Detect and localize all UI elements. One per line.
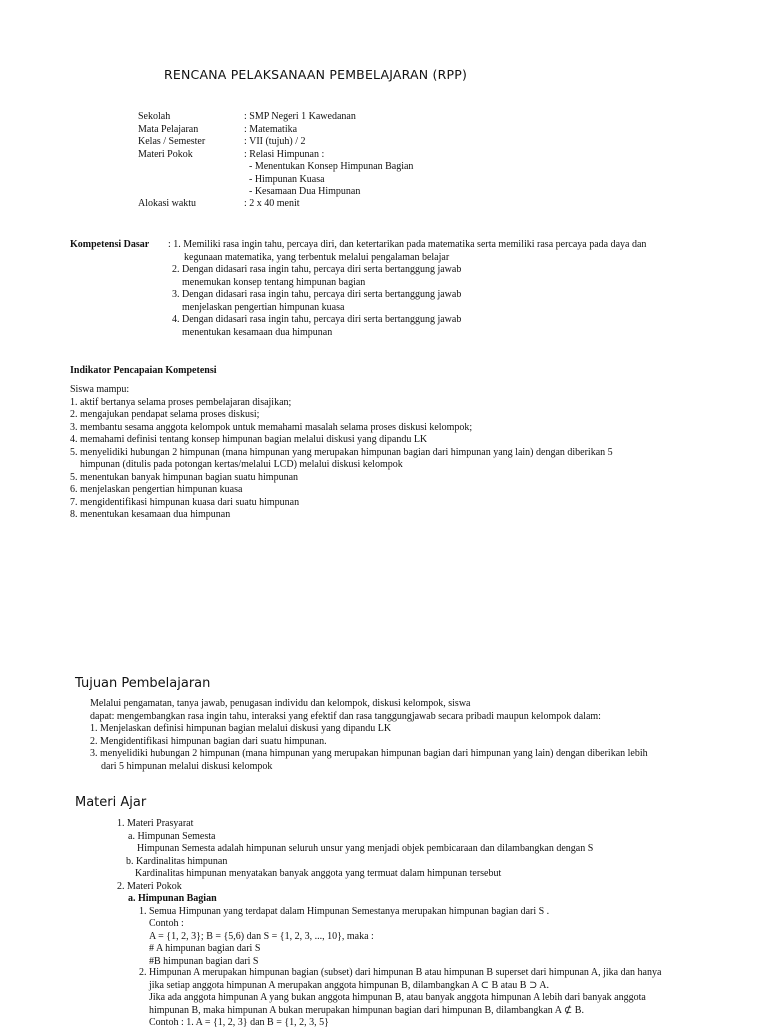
info-label: Mata Pelajaran — [138, 123, 199, 135]
info-label: Kelas / Semester — [138, 136, 206, 147]
kompetensi-line: kegunaan matematika, yang terbentuk melalui pengalaman belajar — [184, 251, 450, 263]
indikator-item: 6. menjelaskan pengertian himpunan kuasa — [70, 484, 243, 495]
materi-subheading: a. Himpunan Bagian — [128, 893, 217, 904]
tujuan-line: 1. Menjelaskan definisi himpunan bagian melalui diskusi yang dipandu LK — [90, 723, 392, 734]
info-label: Alokasi waktu — [138, 197, 197, 209]
materi-line: a. Himpunan Semesta — [128, 830, 216, 842]
materi-line: b. Kardinalitas himpunan — [126, 855, 228, 867]
materi-line: jika setiap anggota himpunan A merupakan anggota himpunan B, dilambangkan A ⊂ B atau B ⊃ A. — [149, 979, 550, 991]
document-title: RENCANA PELAKSANAAN PEMBELAJARAN (RPP) — [164, 67, 468, 82]
info-value: : Matematika — [244, 123, 298, 135]
sub-topic: - Himpunan Kuasa — [249, 173, 325, 185]
materi-line: Kardinalitas himpunan menyatakan banyak anggota yang termuat dalam himpunan tersebut — [135, 868, 502, 879]
materi-line: A = {1, 2, 3}; B = {5,6) dan S = {1, 2, 3, ..., 10}, maka : — [149, 930, 374, 942]
info-row-mapel — [138, 124, 297, 136]
kompetensi-line: menemukan konsep tentang himpunan bagian — [182, 276, 366, 288]
kompetensi-label: Kompetensi Dasar — [70, 239, 150, 250]
info-label: Sekolah — [138, 111, 171, 122]
tujuan-heading: Tujuan Pembelajaran — [75, 676, 211, 691]
sub-topic: - Kesamaan Dua Himpunan — [249, 186, 361, 197]
materi-line: Contoh : 1. A = {1, 2, 3} dan B = {1, 2, 3, 5} — [149, 1017, 329, 1028]
indikator-heading: Indikator Pencapaian Kompetensi — [70, 365, 217, 376]
materi-line: himpunan B, maka himpunan A bukan merupakan himpunan bagian dari himpunan B, dilambangkan A ⊄ B. — [149, 1004, 584, 1016]
tujuan-line: dari 5 himpunan melalui diskusi kelompok — [101, 760, 273, 772]
info-value: : VII (tujuh) / 2 — [244, 136, 306, 147]
tujuan-line: dapat: mengembangkan rasa ingin tahu, interaksi yang efektif dan rasa tanggungjawab secara pribadi maupun kelompok dalam: — [90, 710, 601, 722]
materi-line: # A himpunan bagian dari S — [149, 943, 261, 954]
tujuan-line: 3. menyelidiki hubungan 2 himpunan (mana himpunan yang merupakan himpunan bagian dari himpunan yang lain) dengan diberikan lebih — [90, 748, 648, 759]
materi-line: 2. Materi Pokok — [117, 880, 182, 892]
materi-line: 1. Materi Prasyarat — [117, 818, 194, 829]
kompetensi-line: 4. Dengan didasari rasa ingin tahu, percaya diri serta bertanggung jawab — [172, 314, 462, 325]
info-row-alokasi — [138, 198, 300, 210]
indikator-item: 2. mengajukan pendapat selama proses diskusi; — [70, 409, 260, 420]
materi-line: #B himpunan bagian dari S — [149, 955, 259, 967]
indikator-item: 8. menentukan kesamaan dua himpunan — [70, 509, 231, 520]
kompetensi-line: menentukan kesamaan dua himpunan — [182, 326, 333, 338]
indikator-item: 5. menentukan banyak himpunan bagian suatu himpunan — [70, 471, 299, 483]
tujuan-line: Melalui pengamatan, tanya jawab, penugasan individu dan kelompok, diskusi kelompok, siswa — [90, 698, 471, 709]
materi-line: Contoh : — [149, 918, 184, 929]
indikator-item: 1. aktif bertanya selama proses pembelajaran disajikan; — [70, 396, 292, 408]
info-row-materi — [138, 149, 324, 161]
materi-line: 2. Himpunan A merupakan himpunan bagian (subset) dari himpunan B atau himpunan B superset dari himpunan A, jika dan hanya — [139, 967, 662, 978]
info-value: : SMP Negeri 1 Kawedanan — [244, 111, 356, 122]
kompetensi-line: menjelaskan pengertian himpunan kuasa — [182, 301, 345, 313]
info-row-kelas — [138, 136, 305, 148]
sub-topic: - Menentukan Konsep Himpunan Bagian — [249, 161, 414, 172]
indikator-intro: Siswa mampu: — [70, 384, 130, 395]
indikator-item: himpunan (ditulis pada potongan kertas/melalui LCD) melalui diskusi kelompok — [80, 459, 403, 470]
info-label: Materi Pokok — [138, 148, 193, 160]
indikator-item: 7. mengidentifikasi himpunan kuasa dari suatu himpunan — [70, 496, 300, 508]
kompetensi-line: 2. Dengan didasari rasa ingin tahu, percaya diri serta bertanggung jawab — [172, 264, 462, 275]
info-row-sekolah — [138, 111, 356, 123]
tujuan-line: 2. Mengidentifikasi himpunan bagian dari suatu himpunan. — [90, 735, 327, 747]
kompetensi-line: 3. Dengan didasari rasa ingin tahu, percaya diri serta bertanggung jawab — [172, 289, 462, 300]
info-value: : Relasi Himpunan : — [244, 148, 325, 160]
indikator-item: 4. memahami definisi tentang konsep himpunan bagian melalui diskusi yang dipandu LK — [70, 434, 428, 445]
materi-line: Jika ada anggota himpunan A yang bukan anggota himpunan B, atau banyak anggota himpunan A lebih dari banyak anggota — [149, 992, 646, 1003]
info-value: : 2 x 40 menit — [244, 197, 300, 209]
materi-heading: Materi Ajar — [75, 795, 147, 810]
indikator-item: 5. menyelidiki hubungan 2 himpunan (mana himpunan yang merupakan himpunan bagian dari himpunan yang lain) dengan diberikan 5 — [70, 446, 613, 458]
kompetensi-line: : 1. Memiliki rasa ingin tahu, percaya diri, dan ketertarikan pada matematika serta memiliki rasa percaya pada daya dan — [168, 239, 647, 250]
indikator-item: 3. membantu sesama anggota kelompok untuk memahami masalah selama proses diskusi kelompok; — [70, 421, 473, 433]
materi-line: 1. Semua Himpunan yang terdapat dalam Himpunan Semestanya merupakan himpunan bagian dari S . — [139, 905, 550, 917]
materi-line: Himpunan Semesta adalah himpunan seluruh unsur yang menjadi objek pembicaraan dan dilambangkan dengan S — [137, 843, 594, 854]
